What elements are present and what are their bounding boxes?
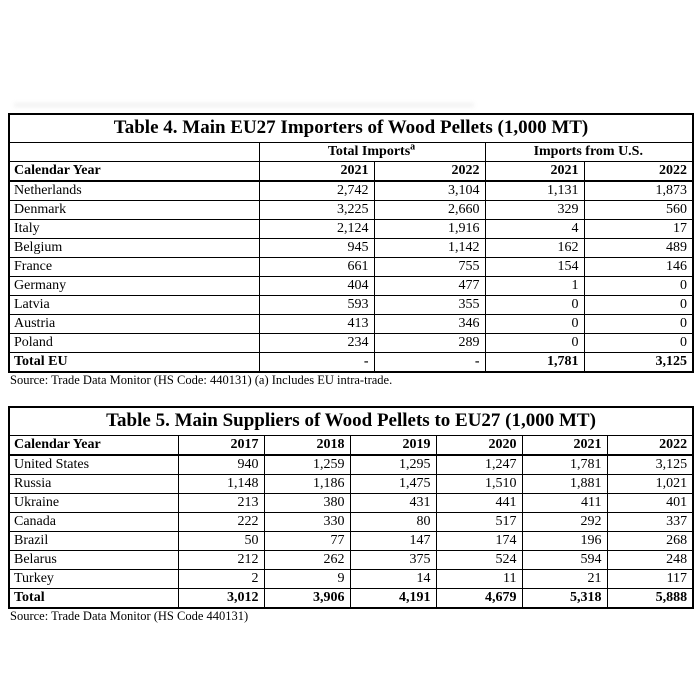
value-cell: 50 — [178, 532, 264, 551]
value-cell: 234 — [259, 334, 374, 353]
value-cell: 1,475 — [350, 475, 436, 494]
value-cell: 5,318 — [522, 589, 607, 609]
scan-artifact — [14, 103, 474, 107]
value-cell: 3,125 — [607, 455, 693, 475]
country-cell: Brazil — [9, 532, 178, 551]
table-row — [9, 532, 693, 551]
value-cell: 4,679 — [436, 589, 522, 609]
footnote-marker: a — [410, 142, 416, 153]
table-row — [9, 455, 693, 475]
empty-corner-cell — [9, 143, 259, 162]
table-row — [9, 494, 693, 513]
table4-year-header-row — [9, 162, 693, 182]
country-cell: United States — [9, 455, 178, 475]
value-cell: 262 — [264, 551, 350, 570]
value-cell: 380 — [264, 494, 350, 513]
country-cell: Latvia — [9, 296, 259, 315]
country-cell: Russia — [9, 475, 178, 494]
value-cell: 146 — [584, 258, 693, 277]
table-row — [9, 201, 693, 220]
value-cell: 404 — [259, 277, 374, 296]
value-cell: 755 — [374, 258, 485, 277]
value-cell: 524 — [436, 551, 522, 570]
value-cell: 289 — [374, 334, 485, 353]
value-cell: 1,148 — [178, 475, 264, 494]
table-row — [9, 570, 693, 589]
value-cell: 248 — [607, 551, 693, 570]
value-cell: 154 — [485, 258, 584, 277]
imports-from-us-header: Imports from U.S. — [485, 143, 693, 162]
value-cell: 0 — [485, 315, 584, 334]
value-cell: 0 — [584, 296, 693, 315]
table-row — [9, 239, 693, 258]
value-cell: 1,510 — [436, 475, 522, 494]
value-cell: 0 — [584, 334, 693, 353]
value-cell: 196 — [522, 532, 607, 551]
country-cell: Ukraine — [9, 494, 178, 513]
country-cell: Poland — [9, 334, 259, 353]
value-cell: 212 — [178, 551, 264, 570]
value-cell: 1,873 — [584, 181, 693, 201]
country-cell: Denmark — [9, 201, 259, 220]
value-cell: 9 — [264, 570, 350, 589]
value-cell: 2,742 — [259, 181, 374, 201]
value-cell: 21 — [522, 570, 607, 589]
value-cell: 292 — [522, 513, 607, 532]
value-cell: 268 — [607, 532, 693, 551]
value-cell: 0 — [485, 296, 584, 315]
year-header: 2021 — [485, 162, 584, 182]
year-header: 2022 — [374, 162, 485, 182]
table4-container — [8, 113, 694, 373]
table-row — [9, 181, 693, 201]
value-cell: 11 — [436, 570, 522, 589]
value-cell: 1,131 — [485, 181, 584, 201]
value-cell: 117 — [607, 570, 693, 589]
year-header: 2019 — [350, 436, 436, 456]
value-cell: 593 — [259, 296, 374, 315]
value-cell: 560 — [584, 201, 693, 220]
value-cell: 945 — [259, 239, 374, 258]
table-row — [9, 334, 693, 353]
total-label-cell: Total — [9, 589, 178, 609]
value-cell: 162 — [485, 239, 584, 258]
value-cell: 413 — [259, 315, 374, 334]
country-cell: Turkey — [9, 570, 178, 589]
value-cell: 1,186 — [264, 475, 350, 494]
value-cell: 1,295 — [350, 455, 436, 475]
value-cell: 411 — [522, 494, 607, 513]
value-cell: 337 — [607, 513, 693, 532]
value-cell: 1,881 — [522, 475, 607, 494]
country-cell: Netherlands — [9, 181, 259, 201]
table5-eu27-suppliers — [8, 406, 694, 609]
calendar-year-header: Calendar Year — [9, 436, 178, 456]
value-cell: 4,191 — [350, 589, 436, 609]
country-cell: France — [9, 258, 259, 277]
value-cell: 1,021 — [607, 475, 693, 494]
value-cell: - — [259, 353, 374, 373]
country-cell: Austria — [9, 315, 259, 334]
value-cell: 17 — [584, 220, 693, 239]
total-imports-header — [259, 143, 485, 162]
value-cell: 477 — [374, 277, 485, 296]
value-cell: 375 — [350, 551, 436, 570]
value-cell: 77 — [264, 532, 350, 551]
value-cell: - — [374, 353, 485, 373]
value-cell: 1,781 — [485, 353, 584, 373]
value-cell: 1,247 — [436, 455, 522, 475]
year-header: 2021 — [522, 436, 607, 456]
year-header: 2017 — [178, 436, 264, 456]
year-header: 2022 — [607, 436, 693, 456]
value-cell: 3,125 — [584, 353, 693, 373]
table4-title-row — [9, 114, 693, 143]
value-cell: 213 — [178, 494, 264, 513]
table4-eu27-importers — [8, 113, 694, 373]
value-cell: 5,888 — [607, 589, 693, 609]
country-cell: Germany — [9, 277, 259, 296]
table-row — [9, 315, 693, 334]
value-cell: 594 — [522, 551, 607, 570]
table4-title: Table 4. Main EU27 Importers of Wood Pellets (1,000 MT) — [9, 114, 693, 143]
value-cell: 0 — [584, 315, 693, 334]
value-cell: 517 — [436, 513, 522, 532]
value-cell: 489 — [584, 239, 693, 258]
table5-year-header-row — [9, 436, 693, 456]
value-cell: 3,906 — [264, 589, 350, 609]
table-row — [9, 220, 693, 239]
year-header: 2018 — [264, 436, 350, 456]
country-cell: Canada — [9, 513, 178, 532]
value-cell: 355 — [374, 296, 485, 315]
total-imports-label: Total Imports — [327, 144, 411, 159]
country-cell: Belarus — [9, 551, 178, 570]
value-cell: 329 — [485, 201, 584, 220]
table4-group-header-row — [9, 143, 693, 162]
value-cell: 3,104 — [374, 181, 485, 201]
value-cell: 3,012 — [178, 589, 264, 609]
country-cell: Italy — [9, 220, 259, 239]
value-cell: 1 — [485, 277, 584, 296]
value-cell: 401 — [607, 494, 693, 513]
table5-total-row — [9, 589, 693, 609]
country-cell: Belgium — [9, 239, 259, 258]
table-row — [9, 296, 693, 315]
value-cell: 222 — [178, 513, 264, 532]
value-cell: 80 — [350, 513, 436, 532]
value-cell: 0 — [485, 334, 584, 353]
value-cell: 2,124 — [259, 220, 374, 239]
value-cell: 431 — [350, 494, 436, 513]
value-cell: 2 — [178, 570, 264, 589]
value-cell: 4 — [485, 220, 584, 239]
year-header: 2021 — [259, 162, 374, 182]
value-cell: 2,660 — [374, 201, 485, 220]
table4-total-row — [9, 353, 693, 373]
table-row — [9, 513, 693, 532]
value-cell: 940 — [178, 455, 264, 475]
value-cell: 174 — [436, 532, 522, 551]
value-cell: 1,142 — [374, 239, 485, 258]
year-header: 2020 — [436, 436, 522, 456]
value-cell: 1,259 — [264, 455, 350, 475]
value-cell: 330 — [264, 513, 350, 532]
table5-container — [8, 406, 694, 609]
table-row — [9, 475, 693, 494]
value-cell: 1,916 — [374, 220, 485, 239]
value-cell: 0 — [584, 277, 693, 296]
value-cell: 14 — [350, 570, 436, 589]
calendar-year-header: Calendar Year — [9, 162, 259, 182]
value-cell: 147 — [350, 532, 436, 551]
table-row — [9, 551, 693, 570]
table-row — [9, 277, 693, 296]
value-cell: 661 — [259, 258, 374, 277]
year-header: 2022 — [584, 162, 693, 182]
total-label-cell: Total EU — [9, 353, 259, 373]
table5-title-row — [9, 407, 693, 436]
table4-source-note: Source: Trade Data Monitor (HS Code: 440131) (a) Includes EU intra-trade. — [10, 373, 393, 387]
table-row — [9, 258, 693, 277]
table5-title: Table 5. Main Suppliers of Wood Pellets to EU27 (1,000 MT) — [9, 407, 693, 436]
value-cell: 1,781 — [522, 455, 607, 475]
table5-source-note: Source: Trade Data Monitor (HS Code 440131) — [10, 609, 249, 623]
value-cell: 346 — [374, 315, 485, 334]
value-cell: 3,225 — [259, 201, 374, 220]
value-cell: 441 — [436, 494, 522, 513]
